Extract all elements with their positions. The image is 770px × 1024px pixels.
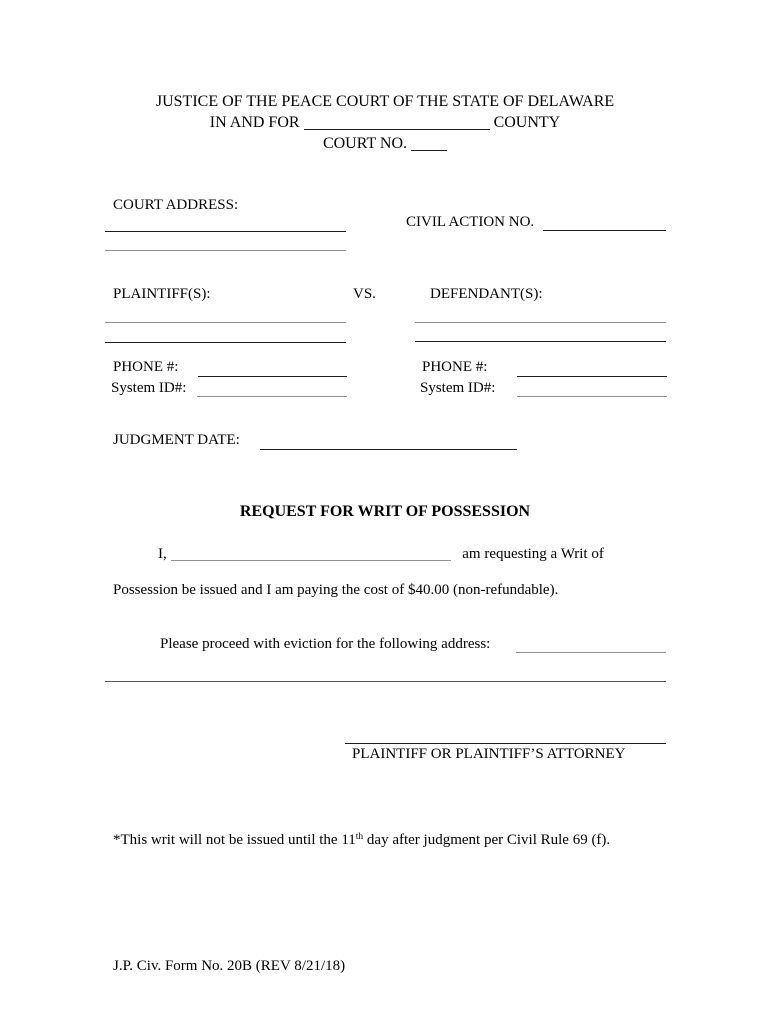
civil-action-input[interactable]	[543, 230, 666, 231]
plaintiff-phone-input[interactable]	[198, 376, 347, 377]
header-court-title: JUSTICE OF THE PEACE COURT OF THE STATE OF DELAWARE	[155, 93, 615, 110]
header-county-word: COUNTY	[493, 114, 561, 131]
defendant-name-input-1[interactable]	[415, 322, 666, 323]
header-county-line	[0, 112, 770, 133]
request-line-2: Possession be issued and I am paying the cost of $40.00 (non-refundable).	[113, 582, 559, 598]
plaintiff-label: PLAINTIFF(S):	[113, 286, 211, 302]
request-i-prefix: I,	[158, 546, 167, 562]
county-input[interactable]	[304, 114, 490, 130]
defendant-system-id-input[interactable]	[517, 396, 667, 397]
footnote	[113, 831, 610, 849]
request-line-1	[158, 545, 604, 563]
eviction-address-label: Please proceed with eviction for the following address:	[160, 636, 491, 652]
court-address-label: COURT ADDRESS:	[113, 197, 239, 213]
section-title: REQUEST FOR WRIT OF POSSESSION	[239, 503, 531, 520]
plaintiff-system-id-input[interactable]	[197, 396, 347, 397]
defendant-label: DEFENDANT(S):	[430, 286, 543, 302]
civil-action-label: CIVIL ACTION NO.	[406, 214, 535, 230]
form-number-footer: J.P. Civ. Form No. 20B (REV 8/21/18)	[113, 958, 346, 974]
plaintiff-name-input-2[interactable]	[105, 342, 346, 343]
eviction-address-input-2[interactable]	[105, 681, 666, 682]
defendant-system-id-label: System ID#:	[420, 380, 496, 396]
footnote-before-sup: *This writ will not be issued until the 11	[113, 832, 356, 848]
signature-label: PLAINTIFF OR PLAINTIFF’S ATTORNEY	[352, 746, 626, 762]
defendant-name-input-2[interactable]	[415, 341, 666, 342]
footnote-superscript: th	[355, 832, 364, 842]
form-header	[0, 91, 770, 154]
court-address-input-2[interactable]	[105, 250, 346, 251]
plaintiff-phone-label: PHONE #:	[113, 359, 179, 375]
header-court-no-line	[0, 133, 770, 154]
defendant-phone-label: PHONE #:	[422, 359, 488, 375]
court-no-input[interactable]	[411, 135, 447, 151]
request-i-suffix: am requesting a Writ of	[462, 546, 604, 562]
header-in-and-for: IN AND FOR	[209, 114, 300, 131]
plaintiff-system-id-label: System ID#:	[111, 380, 187, 396]
plaintiff-name-input-1[interactable]	[105, 322, 346, 323]
footnote-after-sup: day after judgment per Civil Rule 69 (f).	[363, 832, 611, 848]
court-address-input-1[interactable]	[105, 231, 346, 232]
eviction-address-input-1[interactable]	[516, 652, 666, 653]
judgment-date-label: JUDGMENT DATE:	[113, 432, 240, 448]
header-court-no-label: COURT NO.	[322, 135, 408, 152]
defendant-phone-input[interactable]	[517, 376, 667, 377]
requestor-name-input[interactable]	[171, 545, 451, 561]
judgment-date-input[interactable]	[260, 449, 517, 450]
signature-input[interactable]	[345, 743, 666, 744]
vs-label: VS.	[353, 286, 376, 302]
